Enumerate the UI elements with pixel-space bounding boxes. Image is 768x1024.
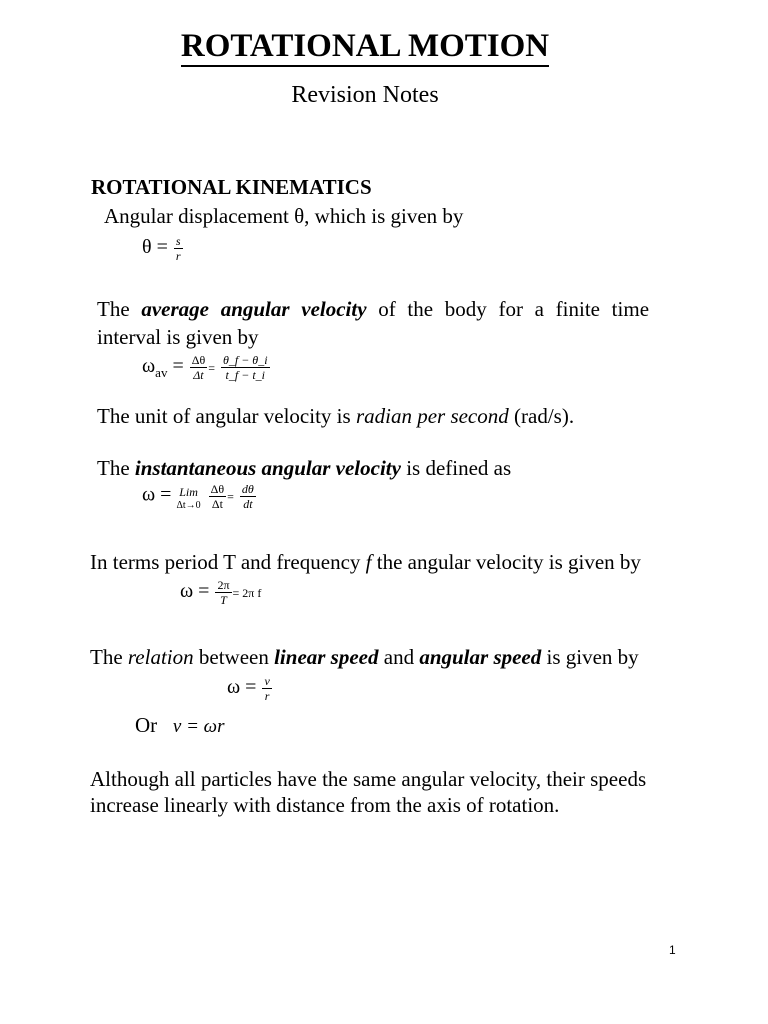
- paragraph-linear-angular-relation: The relation between linear speed and angular speed is given by: [90, 645, 639, 669]
- equation-v-omega-r: Or v = ωr: [135, 713, 225, 737]
- equation-instantaneous-angular-velocity: ω = Lim Δt→0 $\frac{\Delta\theta}{\Delta t}$ = $\frac{d\theta}{dt}$: [142, 481, 254, 511]
- section-heading: ROTATIONAL KINEMATICS: [91, 175, 372, 199]
- paragraph-average-angular-velocity-line2: interval is given by: [97, 325, 259, 349]
- paragraph-unit-angular-velocity: The unit of angular velocity is radian per second (rad/s).: [97, 404, 575, 428]
- paragraph-average-angular-velocity: The average angular velocity of the body for a finite time: [97, 297, 650, 321]
- paragraph-instantaneous-angular-velocity: The instantaneous angular velocity is defined as: [97, 456, 512, 480]
- page-number: 1: [669, 943, 676, 957]
- equation-average-angular-velocity: $\omega_{av}$ = $\frac{\Delta\theta}{\Delta t}$ = $\frac{\theta\_f - \theta\_i}{t\_f - t\_i}$: [142, 353, 268, 382]
- page-title: ROTATIONAL MOTION: [0, 28, 730, 65]
- equation-angular-displacement: θ = $\frac{s}{r}$: [142, 234, 181, 263]
- paragraph-particles-speed: Although all particles have the same angular velocity, their speeds: [90, 767, 647, 791]
- equation-linear-angular-relation: ω = $\frac{v}{r}$: [227, 674, 270, 703]
- paragraph-angular-displacement: Angular displacement θ, which is given by: [104, 204, 464, 228]
- paragraph-particles-speed-line2: increase linearly with distance from the axis of rotation.: [90, 793, 560, 817]
- paragraph-period-frequency: In terms period T and frequency f the angular velocity is given by: [90, 550, 641, 574]
- equation-period-frequency: ω = $\frac{2\pi}{T}$ = 2π f: [180, 578, 262, 607]
- page-subtitle: Revision Notes: [291, 82, 439, 108]
